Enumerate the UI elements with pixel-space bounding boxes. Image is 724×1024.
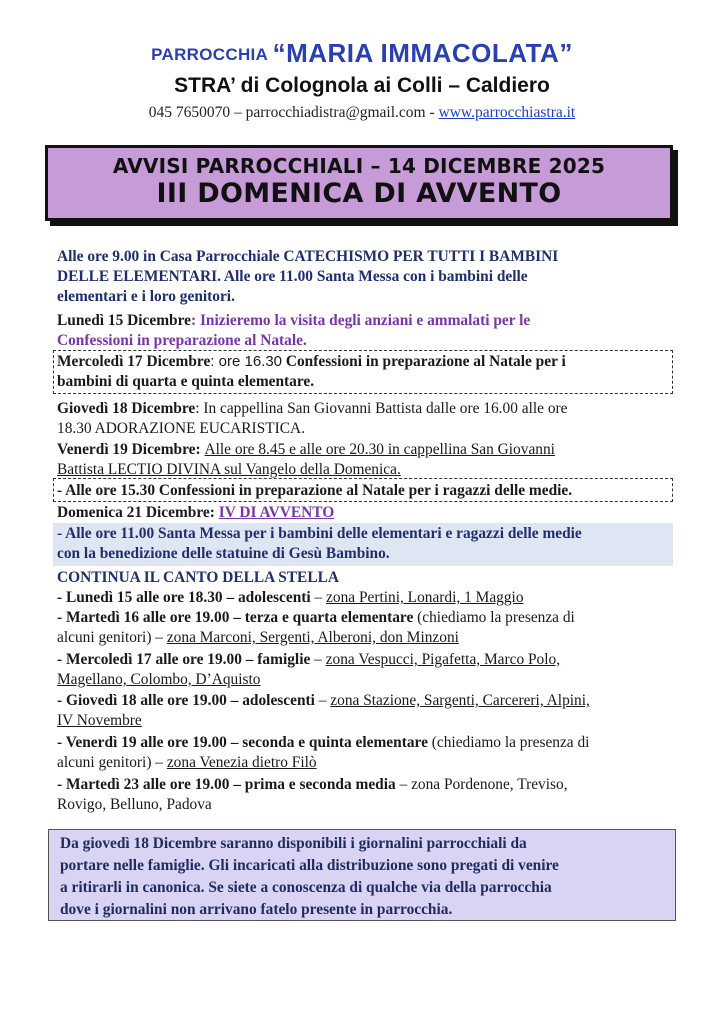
wednesday-17-time: : ore 16.30 [210, 353, 283, 370]
star-item-2-lead: - Martedì 16 alle ore 19.00 – terza e quarta elementare [57, 609, 414, 626]
star-item-4-lead: - Giovedì 18 alle ore 19.00 – adolescenti [57, 692, 315, 709]
monday-15-notice [57, 311, 669, 331]
friday-19-text-1: Alle ore 8.45 e alle ore 20.30 in cappellina San Giovanni [204, 441, 555, 458]
parish-location: STRA’ di Colognola ai Colli – Caldiero [174, 74, 550, 97]
sunday-21-notice: Domenica 21 Dicembre: IV DI AVVENTO [57, 504, 335, 521]
thursday-18-notice [57, 399, 669, 419]
star-item-2-zone: zona Marconi, Sergenti, Alberoni, don Minzoni [166, 629, 459, 646]
newsletter-line-2: portare nelle famiglie. Gli incaricati alla distribuzione sono pregati di venire [60, 857, 559, 874]
star-item-2-cont: alcuni genitori) – zona Marconi, Sergenti, Alberoni, don Minzoni [57, 629, 459, 646]
thursday-18-text-1: : In cappellina San Giovanni Battista dalle ore 16.00 alle ore [195, 400, 568, 417]
star-item-1: - Lunedì 15 alle ore 18.30 – adolescenti – zona Pertini, Lonardi, 1 Maggio [57, 589, 524, 606]
website-link[interactable]: www.parrocchiastra.it [438, 104, 576, 121]
star-item-3-zone-cont: Magellano, Colombo, D’Aquisto [57, 671, 261, 688]
star-item-3-lead: - Mercoledì 17 alle ore 19.00 – famiglie [57, 651, 311, 668]
monday-15-day: Lunedì 15 Dicembre [57, 312, 191, 329]
newsletter-line-1: Da giovedì 18 Dicembre saranno disponibili i giornalini parrocchiali da [60, 835, 527, 852]
star-song-heading: CONTINUA IL CANTO DELLA STELLA [57, 569, 339, 586]
wednesday-17-text-2: bambini di quarta e quinta elementare. [57, 373, 315, 390]
monday-15-text-2: Confessioni in preparazione al Natale. [57, 332, 307, 349]
star-item-6-zone-cont: Rovigo, Belluno, Padova [57, 796, 212, 813]
wednesday-17-day: Mercoledì 17 Dicembre [57, 353, 211, 370]
star-item-3-zone: zona Vespucci, Pigafetta, Marco Polo, [325, 651, 561, 668]
star-item-1-zone: zona Pertini, Lonardi, 1 Maggio [326, 589, 524, 606]
star-item-1-lead: - Lunedì 15 alle ore 18.30 – adolescenti [57, 589, 311, 606]
parish-header [0, 38, 724, 69]
star-item-5-zone: zona Venezia dietro Filò [166, 754, 317, 771]
star-item-4: - Giovedì 18 alle ore 19.00 – adolescenti – zona Stazione, Sargenti, Carcereri, Alpini, [57, 692, 590, 709]
star-item-5-lead: - Venerdì 19 alle ore 19.00 – seconda e quinta elementare [57, 734, 428, 751]
star-item-5-note: (chiediamo la presenza di [427, 734, 590, 751]
friday-19-day: Venerdì 19 Dicembre [57, 441, 196, 458]
sunday-21-text-2: con la benedizione delle statuine di Gesù Bambino. [57, 545, 390, 562]
thursday-18-text-2: 18.30 ADORAZIONE EUCARISTICA. [57, 420, 305, 437]
thursday-18-day: Giovedì 18 Dicembre [57, 400, 196, 417]
catechism-line-1: Alle ore 9.00 in Casa Parrocchiale CATECHISMO PER TUTTI I BAMBINI [57, 248, 559, 265]
newsletter-line-3: a ritirarli in canonica. Se siete a conoscenza di qualche via della parrocchia [60, 879, 552, 896]
wednesday-17-text-1: Confessioni in preparazione al Natale per i [282, 353, 566, 370]
parish-name: “MARIA IMMACOLATA” [272, 38, 573, 68]
friday-19-text-2: Battista LECTIO DIVINA sul Vangelo della Domenica. [57, 461, 401, 478]
sunday-21-title: IV DI AVVENTO [218, 504, 335, 521]
wednesday-17-notice [57, 352, 669, 372]
title-box [45, 145, 673, 221]
star-item-2 [57, 608, 669, 628]
star-item-3: - Mercoledì 17 alle ore 19.00 – famiglie – zona Vespucci, Pigafetta, Marco Polo, [57, 651, 561, 668]
title-line-2: III DOMENICA DI AVVENTO [156, 178, 562, 209]
star-item-6: - Martedì 23 alle ore 19.00 – prima e seconda media – zona Pordenone, Treviso, [57, 776, 568, 793]
catechism-line-2: DELLE ELEMENTARI. Alle ore 11.00 Santa Messa con i bambini delle [57, 268, 528, 285]
friday-19-notice: Venerdì 19 Dicembre: Alle ore 8.45 e alle ore 20.30 in cappellina San Giovanni [57, 441, 555, 458]
friday-19-confessions: - Alle ore 15.30 Confessioni in preparazione al Natale per i ragazzi delle medie. [57, 482, 573, 499]
star-item-4-zone: zona Stazione, Sargenti, Carcereri, Alpini, [330, 692, 590, 709]
star-item-6-zone: zona Pordenone, Treviso, [411, 776, 568, 793]
star-item-2-note: (chiediamo la presenza di [413, 609, 575, 626]
sunday-21-day: Domenica 21 Dicembre [57, 504, 210, 521]
title-line-1: AVVISI PARROCCHIALI – 14 DICEMBRE 2025 [112, 154, 606, 178]
newsletter-line-4: dove i giornalini non arrivano fatelo presente in parrocchia. [60, 901, 453, 918]
sunday-21-text-1: - Alle ore 11.00 Santa Messa per i bambini delle elementari e ragazzi delle medie [57, 525, 582, 542]
star-item-5-cont: alcuni genitori) – zona Venezia dietro Filò [57, 754, 317, 771]
contacts-line [0, 104, 724, 122]
catechism-line-3: elementari e i loro genitori. [57, 288, 235, 305]
star-item-6-lead: - Martedì 23 alle ore 19.00 – prima e seconda media [57, 776, 396, 793]
star-item-5 [57, 733, 669, 753]
contacts-text: 045 7650070 – parrocchiadistra@gmail.com - [148, 104, 439, 121]
monday-15-text-1: : Inizieremo la visita degli anziani e ammalati per le [190, 312, 531, 329]
star-item-4-zone-cont: IV Novembre [57, 712, 142, 729]
parrocchia-label: PARROCCHIA [151, 45, 269, 64]
